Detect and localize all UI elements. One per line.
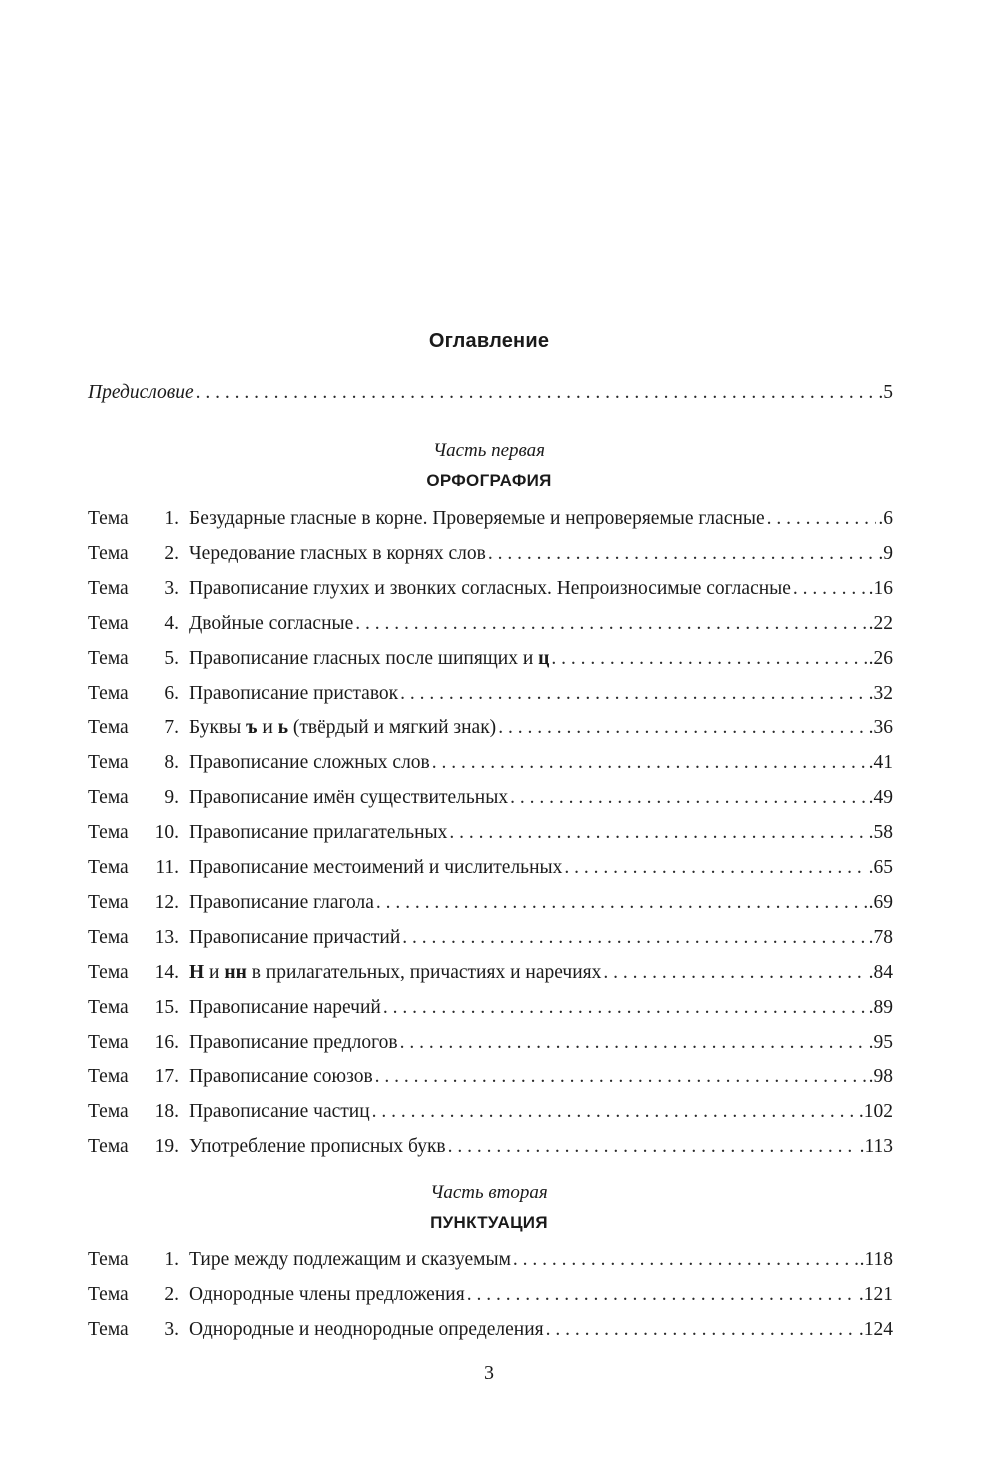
part2-caption: Часть вторая	[430, 1182, 548, 1203]
entry-page: .78	[868, 926, 893, 948]
entry-number: 15.	[154, 996, 179, 1018]
toc-entry	[88, 644, 893, 674]
entry-page: .102	[858, 1101, 893, 1123]
entry-title-bold: ц	[538, 647, 550, 669]
dot-leader	[376, 888, 867, 918]
entry-title-text: (твёрдый и мягкий знак)	[288, 717, 497, 739]
entry-label: Тема	[88, 961, 129, 983]
entry-title	[179, 1245, 511, 1275]
entry-page: .9	[878, 542, 893, 564]
entry-title-text: Правописание сложных слов	[189, 752, 430, 774]
entry-page: .41	[868, 752, 893, 774]
entry-label: Тема	[88, 717, 129, 739]
entry-label: Тема	[88, 1318, 129, 1340]
entry-title-text: Правописание наречий	[189, 996, 381, 1018]
entry-page: .22	[868, 612, 893, 634]
entry-page: .124	[858, 1318, 893, 1340]
entry-page: .65	[868, 857, 893, 878]
entry-title-text: Тире между подлежащим и сказуемым	[189, 1249, 511, 1270]
entry-title-text: Правописание местоимений и числительных	[189, 857, 563, 878]
entry-number: 16.	[154, 1031, 179, 1053]
entry-title	[179, 748, 430, 778]
entry-number: 2.	[164, 1283, 179, 1305]
entry-title	[179, 818, 447, 848]
entry-title	[179, 574, 791, 604]
toc-entry	[88, 609, 893, 639]
toc-entry	[88, 1028, 893, 1058]
entry-page: .32	[868, 682, 893, 704]
entry-number: 1.	[164, 1249, 179, 1270]
toc-entry	[88, 818, 893, 848]
entry-title-text: и	[204, 961, 225, 983]
part2-heading: ПУНКТУАЦИЯ	[430, 1213, 548, 1232]
toc-entry	[88, 504, 893, 534]
entry-number: 10.	[154, 822, 179, 844]
entry-label: Тема	[88, 647, 129, 669]
dot-leader	[546, 1315, 857, 1345]
dot-leader	[498, 713, 866, 743]
entry-page: .36	[868, 717, 893, 739]
entry-number: 1.	[164, 508, 179, 529]
entry-label: Тема	[88, 577, 129, 599]
entry-number: 2.	[164, 542, 179, 564]
part1-caption: Часть первая	[432, 440, 546, 461]
entry-label: Тема	[88, 752, 129, 774]
dot-leader	[402, 923, 866, 953]
entry-title-text: Однородные и неоднородные определения	[189, 1318, 544, 1340]
entry-label: Тема	[88, 1066, 129, 1088]
entry-page: .69	[868, 891, 893, 913]
toc-entry	[88, 853, 893, 883]
entry-title	[179, 1315, 544, 1345]
entry-page: .95	[868, 1031, 893, 1053]
entry-title	[179, 1280, 465, 1310]
entry-title-text: Двойные согласные	[189, 612, 354, 634]
entry-title	[179, 713, 496, 743]
toc-entry	[88, 958, 893, 988]
entry-page: .118	[859, 1249, 893, 1270]
dot-leader	[400, 679, 867, 709]
entry-page: .89	[868, 996, 893, 1018]
entry-title	[179, 1062, 373, 1092]
entry-title-text: Правописание предлогов	[189, 1031, 398, 1053]
toc-entry	[88, 713, 893, 743]
entry-title-bold: ъ	[246, 717, 258, 739]
dot-leader	[467, 1280, 857, 1310]
entry-label: Тема	[88, 612, 129, 634]
entry-label: Тема	[88, 682, 129, 704]
entry-title	[179, 609, 353, 639]
entry-title	[179, 923, 400, 953]
entry-number: 8.	[164, 752, 179, 774]
entry-page: .84	[868, 961, 893, 983]
entry-label: Тема	[88, 926, 129, 948]
entry-label: Тема	[88, 891, 129, 913]
dot-leader	[551, 644, 866, 674]
entry-page: .26	[868, 647, 893, 669]
preface-page: .5	[878, 382, 893, 403]
entry-label: Тема	[88, 1283, 129, 1305]
toc-entry	[88, 993, 893, 1023]
entry-title	[179, 644, 549, 674]
entry-title-text: Правописание союзов	[189, 1066, 373, 1088]
dot-leader	[196, 378, 877, 408]
entry-title	[179, 1132, 446, 1162]
entry-title-text: Правописание гласных после шипящих и	[189, 647, 539, 669]
entry-page: .6	[878, 508, 893, 529]
entry-page: .113	[859, 1136, 893, 1158]
toc-entry	[88, 679, 893, 709]
entry-page: .98	[868, 1066, 893, 1088]
entry-title-text: Чередование гласных в корнях слов	[189, 542, 486, 564]
dot-leader	[510, 783, 867, 813]
preface-entry	[88, 378, 893, 408]
entry-number: 6.	[164, 682, 179, 704]
dot-leader	[355, 609, 866, 639]
entry-label: Тема	[88, 1101, 129, 1123]
entry-number: 7.	[164, 717, 179, 739]
entry-label: Тема	[88, 996, 129, 1018]
dot-leader	[513, 1245, 858, 1275]
dot-leader	[488, 539, 877, 569]
entry-title	[179, 1028, 398, 1058]
entry-title-text: Правописание причастий	[189, 926, 401, 948]
dot-leader	[372, 1097, 857, 1127]
entry-label: Тема	[88, 822, 129, 844]
entry-label: Тема	[88, 542, 129, 564]
toc-entry	[88, 888, 893, 918]
entry-title-text: Правописание глагола	[189, 891, 374, 913]
entry-number: 3.	[164, 1318, 179, 1340]
entry-title-text: Правописание прилагательных	[189, 822, 448, 844]
entry-page: .49	[868, 787, 893, 809]
entry-title	[179, 853, 562, 883]
dot-leader	[793, 574, 867, 604]
toc-entry	[88, 1132, 893, 1162]
toc-entry	[88, 1245, 893, 1275]
entry-label: Тема	[88, 787, 129, 809]
entry-page: .58	[868, 822, 893, 844]
dot-leader	[448, 1132, 858, 1162]
entry-page: .16	[868, 577, 893, 599]
toc-entry	[88, 783, 893, 813]
dot-leader	[603, 958, 866, 988]
entry-number: 19.	[154, 1136, 179, 1158]
toc-entry	[88, 1097, 893, 1127]
toc-heading: Оглавление	[428, 330, 550, 352]
entry-number: 18.	[154, 1101, 179, 1123]
entry-title-text: в прилагательных, причастиях и наречиях	[246, 961, 602, 983]
entry-title-bold: нн	[224, 961, 247, 983]
entry-title-text: и	[257, 717, 278, 739]
dot-leader	[449, 818, 866, 848]
entry-title	[179, 1097, 370, 1127]
entry-number: 9.	[164, 787, 179, 809]
entry-label: Тема	[88, 1136, 129, 1158]
dot-leader	[375, 1062, 867, 1092]
dot-leader	[400, 1028, 867, 1058]
entry-title-text: Буквы	[189, 717, 247, 739]
entry-number: 13.	[154, 926, 179, 948]
entry-number: 4.	[164, 612, 179, 634]
dot-leader	[564, 853, 866, 883]
entry-title-text: Правописание приставок	[189, 682, 399, 704]
entry-title	[179, 783, 508, 813]
entry-label: Тема	[88, 857, 129, 878]
toc-entry	[88, 923, 893, 953]
toc-entry	[88, 1315, 893, 1345]
entry-title	[179, 888, 374, 918]
toc-entry	[88, 748, 893, 778]
toc-entry	[88, 574, 893, 604]
dot-leader	[383, 993, 867, 1023]
entry-title-text: Правописание частиц	[189, 1101, 370, 1123]
entry-title-bold: Н	[189, 961, 205, 983]
entry-title	[179, 504, 765, 534]
entry-number: 17.	[154, 1066, 179, 1088]
entry-number: 14.	[154, 961, 179, 983]
entry-number: 12.	[154, 891, 179, 913]
entry-title-text: Однородные члены предложения	[189, 1283, 465, 1305]
page-number: 3	[484, 1362, 494, 1384]
entry-page: .121	[858, 1283, 893, 1305]
entry-number: 11.	[155, 857, 179, 878]
entry-title	[179, 993, 381, 1023]
preface-title: Предисловие	[88, 382, 194, 403]
entry-title	[179, 539, 486, 569]
entry-title-text: Правописание глухих и звонких согласных. Непроизносимые согласные	[189, 577, 791, 599]
dot-leader	[767, 504, 877, 534]
entry-label: Тема	[88, 1249, 129, 1270]
part1-heading: ОРФОГРАФИЯ	[426, 471, 552, 490]
toc-entry	[88, 1280, 893, 1310]
entry-title-bold: ь	[277, 717, 288, 739]
entry-title-text: Безударные гласные в корне. Проверяемые и непроверяемые гласные	[189, 508, 765, 529]
toc-entry	[88, 1062, 893, 1092]
entry-title	[179, 958, 601, 988]
entry-number: 3.	[164, 577, 179, 599]
entry-title	[179, 679, 398, 709]
toc-entry	[88, 539, 893, 569]
entry-title-text: Правописание имён существительных	[189, 787, 509, 809]
entry-label: Тема	[88, 508, 129, 529]
entry-number: 5.	[164, 647, 179, 669]
entry-label: Тема	[88, 1031, 129, 1053]
dot-leader	[432, 748, 867, 778]
entry-title-text: Употребление прописных букв	[189, 1136, 446, 1158]
